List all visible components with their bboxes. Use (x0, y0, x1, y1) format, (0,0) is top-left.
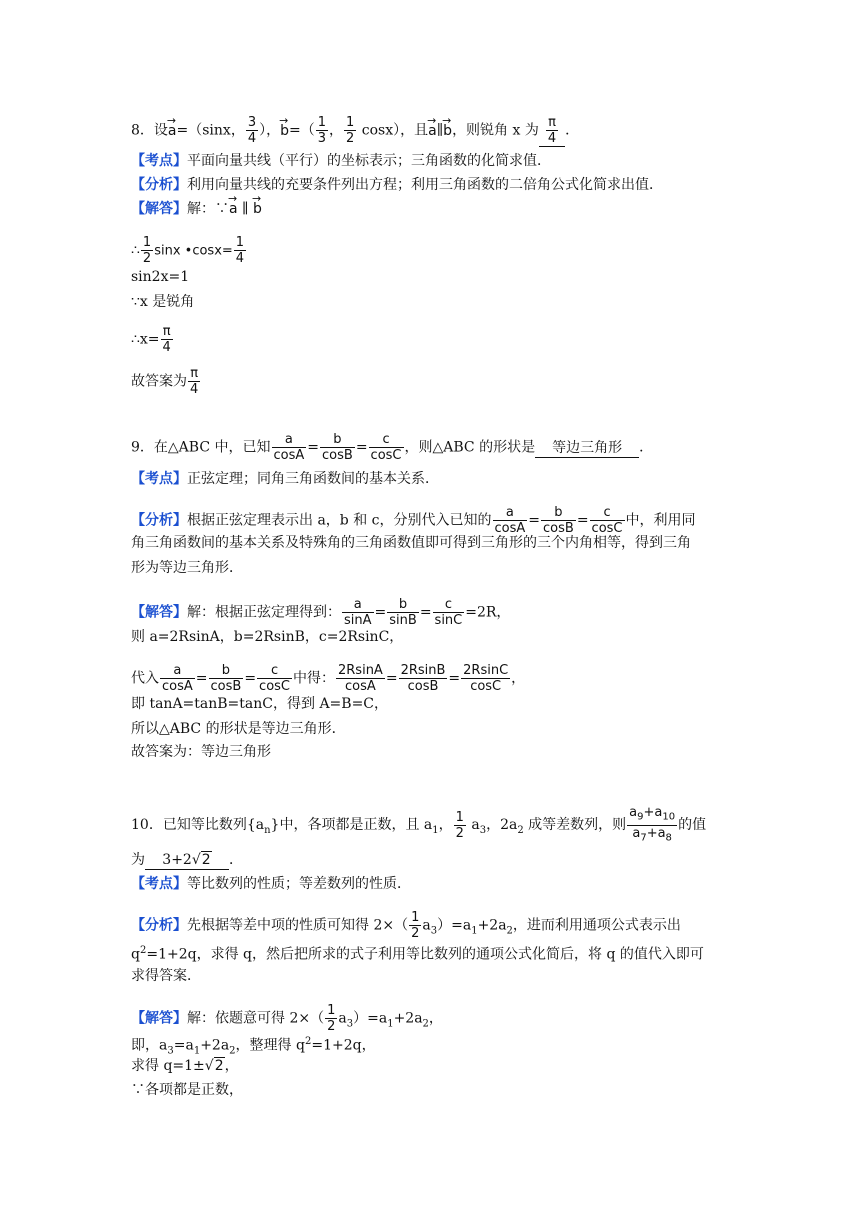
q8-stem: 8．设→ a=（sinx， $\frac{3}{4}$ ），→ b=（ $\frac{1}{3}$ ， $\frac{1}{2}$ cosx），且→ a∥→ b，则锐角 x 为 $\frac{\pi}{4}$ ． (131, 115, 579, 147)
q10-l2: 求得 q=1±√2， (131, 1058, 239, 1074)
answer-blank: 3+2√2 (145, 851, 229, 870)
q9-fenxi-l3: 形为等边三角形． (131, 560, 243, 576)
vector-b: → b (280, 122, 289, 140)
q9-fenxi-l2: 角三角函数间的基本关系及特殊角的三角函数值即可得到三角形的三个内角相等，得到三角 (131, 535, 691, 551)
q10-stem-l2: 为 3+2√2 ． (131, 852, 243, 868)
q9-jieda: 【解答】解：根据正弦定理得到： $\frac{a}{\sin A}$ = $\frac{b}{\sin B}$ = $\frac{c}{\sin C}$ =2R， (131, 597, 511, 628)
answer-blank: 等边三角形 (535, 439, 639, 458)
q9-l4: 所以△ABC 的形状是等边三角形． (131, 721, 346, 737)
q9-l2: 代入 $\frac{a}{\cos A}$ = $\frac{b}{\cos B}$ = $\frac{c}{\cos C}$ 中得： $\frac{2RsinA}{\cos A}$ = $\frac{2RsinB}{\cos B}$ = $\frac{2RsinC}{\cos C}$ ， (131, 663, 526, 694)
q8-jieda: 【解答】解：∵→ a ∥ → b (131, 200, 262, 218)
q8-final: 故答案为 $\frac{\pi}{4}$ (131, 366, 199, 397)
q9-l1: 则 a=2RsinA，b=2RsinB，c=2RsinC， (131, 629, 404, 645)
q10-fenxi-l3: 求得答案． (131, 968, 201, 984)
q10-l1: 即，$a_3=a_1+2a_2$，整理得 $q^2=1+2q$， (131, 1036, 376, 1057)
q10-l3: ∵各项都是正数， (131, 1082, 243, 1098)
fraction-1-3: $\frac{1}{3}$ (317, 115, 327, 146)
q10-fenxi: 【分析】先根据等差中项的性质可知得 2×（ $\frac{1}{2}$ $a_3)=a_1+2a_2$，进而利用通项公式表示出 (131, 910, 681, 941)
q8-fenxi: 【分析】利用向量共线的充要条件列出方程；利用三角函数的二倍角公式化简求出值． (131, 177, 663, 193)
q10-kaodian: 【考点】等比数列的性质；等差数列的性质． (131, 876, 411, 892)
q10-stem: 10．已知等比数列$\{a_n\}$中，各项都是正数，且 $a_1$， $\frac{1}{2}$ $a_3$，$2a_2$ 成等差数列，则 $\frac{a_9+a_{10}}{a_7+a_8}$ 的值 (131, 805, 707, 844)
fraction-3-4: $\frac{3}{4}$ (247, 115, 257, 146)
q8-kaodian: 【考点】平面向量共线（平行）的坐标表示；三角函数的化简求值． (131, 153, 551, 169)
fraction-1-2: $\frac{1}{2}$ (346, 115, 355, 146)
q10-jieda: 【解答】解：依题意可得 2×（ $\frac{1}{2}$ $a_3)=a_1+2a_2$， (131, 1003, 443, 1034)
q8-step4: ∴x= $\frac{\pi}{4}$ (131, 324, 171, 355)
q9-stem: 9．在△ABC 中，已知 $\frac{a}{\cos A}$ = $\frac{b}{\cos B}$ = $\frac{c}{\cos C}$ ，则△ABC 的形状是 等边三角形 ． (131, 432, 654, 463)
q9-l5: 故答案为：等边三角形 (131, 744, 271, 760)
vector-a: → a (168, 122, 177, 140)
answer-blank: $\frac{\pi}{4}$ (539, 115, 565, 147)
q8-step3: ∵x 是锐角 (131, 294, 195, 310)
q8-step2: sin2x=1 (131, 269, 190, 285)
q9-kaodian: 【考点】正弦定理；同角三角函数间的基本关系． (131, 471, 439, 487)
q9-l3: 即 tanA=tanB=tanC，得到 A=B=C， (131, 696, 389, 712)
ratio-fraction: $\frac{a_9+a_{10}}{a_7+a_8}$ (629, 805, 676, 844)
q8-step1: ∴ $\frac{1}{2}$ sinx •cosx= $\frac{1}{4}$ (131, 235, 245, 266)
q10-fenxi-l2: $q^2=1+2q$，求得 q，然后把所求的式子利用等比数列的通项公式化简后，将 q 的值代入即可 (131, 945, 704, 963)
q9-fenxi: 【分析】根据正弦定理表示出 a，b 和 c，分别代入已知的 $\frac{a}{\cos A}$ = $\frac{b}{\cos B}$ = $\frac{c}{\cos C}$ 中，利用同 (131, 505, 696, 536)
